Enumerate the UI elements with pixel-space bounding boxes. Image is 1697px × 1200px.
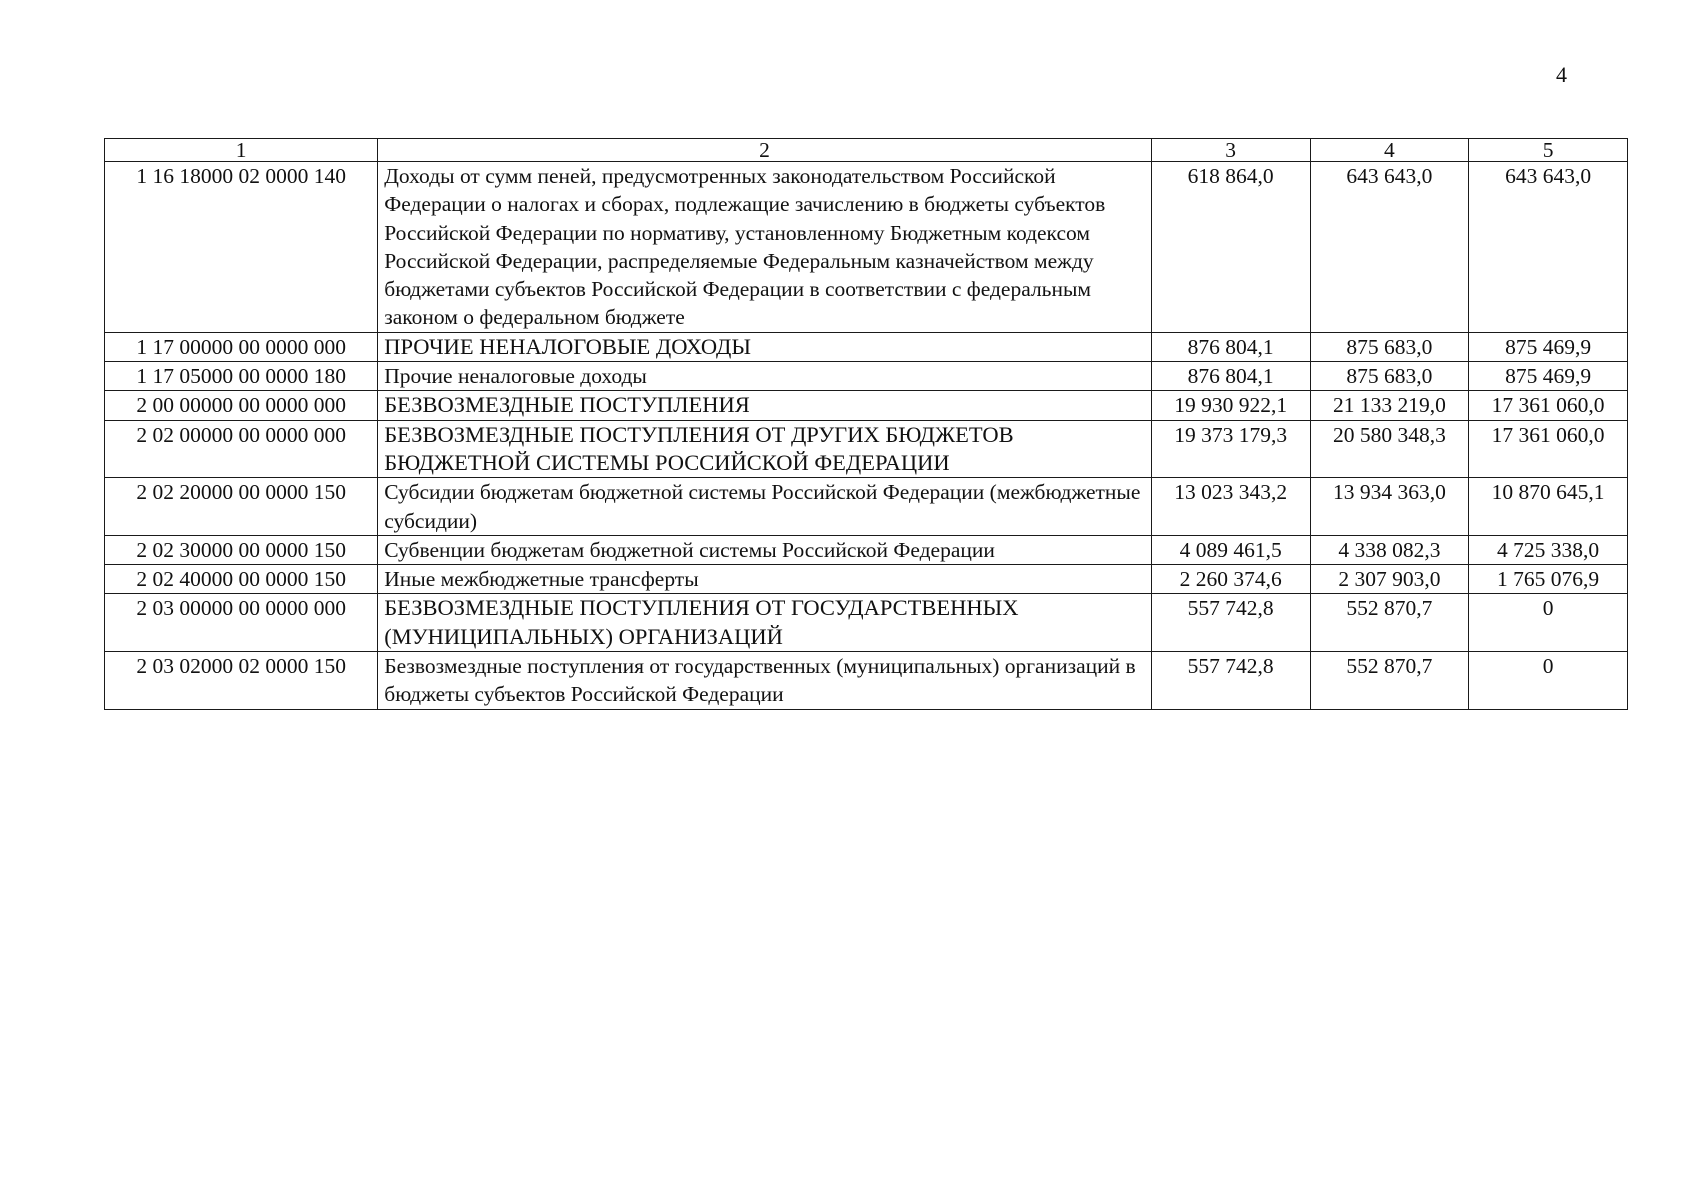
revenue-name: Доходы от сумм пеней, предусмотренных законодательством Российской Федерации о налогах и сборах, подлежащие зачислению в бюджеты субъектов Российской Федерации по нормативу, установленному Бюджетным кодексом Российской Федерации, распределяемые Федеральным казначейством между бюджетами субъектов Российской Федерации в соответствии с федеральным законом о федеральном бюджете xyxy=(378,162,1152,333)
amount-col3: 19 373 179,3 xyxy=(1151,420,1310,478)
table-row xyxy=(105,332,1628,361)
budget-code: 1 17 05000 00 0000 180 xyxy=(105,362,378,391)
budget-code: 1 17 00000 00 0000 000 xyxy=(105,332,378,361)
revenue-name: Субсидии бюджетам бюджетной системы Российской Федерации (межбюджетные субсидии) xyxy=(378,478,1152,536)
revenue-name: Безвозмездные поступления от государственных (муниципальных) организаций в бюджеты субъектов Российской Федерации xyxy=(378,652,1152,710)
column-number-2: 2 xyxy=(378,139,1152,162)
amount-col3: 557 742,8 xyxy=(1151,594,1310,652)
column-number-4: 4 xyxy=(1310,139,1469,162)
amount-col5: 17 361 060,0 xyxy=(1469,391,1628,420)
amount-col4: 875 683,0 xyxy=(1310,362,1469,391)
amount-col5: 10 870 645,1 xyxy=(1469,478,1628,536)
revenue-name: БЕЗВОЗМЕЗДНЫЕ ПОСТУПЛЕНИЯ xyxy=(378,391,1152,420)
revenue-name: Иные межбюджетные трансферты xyxy=(378,565,1152,594)
amount-col4: 4 338 082,3 xyxy=(1310,535,1469,564)
amount-col3: 19 930 922,1 xyxy=(1151,391,1310,420)
amount-col5: 1 765 076,9 xyxy=(1469,565,1628,594)
amount-col4: 875 683,0 xyxy=(1310,332,1469,361)
amount-col5: 4 725 338,0 xyxy=(1469,535,1628,564)
amount-col5: 643 643,0 xyxy=(1469,162,1628,333)
amount-col3: 876 804,1 xyxy=(1151,362,1310,391)
amount-col4: 20 580 348,3 xyxy=(1310,420,1469,478)
page-number: 4 xyxy=(1556,62,1567,87)
amount-col3: 4 089 461,5 xyxy=(1151,535,1310,564)
amount-col4: 13 934 363,0 xyxy=(1310,478,1469,536)
table-row xyxy=(105,420,1628,478)
budget-code: 2 02 20000 00 0000 150 xyxy=(105,478,378,536)
revenue-name: Субвенции бюджетам бюджетной системы Российской Федерации xyxy=(378,535,1152,564)
amount-col5: 875 469,9 xyxy=(1469,332,1628,361)
table-row xyxy=(105,162,1628,333)
amount-col3: 618 864,0 xyxy=(1151,162,1310,333)
column-number-1: 1 xyxy=(105,139,378,162)
amount-col5: 875 469,9 xyxy=(1469,362,1628,391)
amount-col4: 552 870,7 xyxy=(1310,594,1469,652)
revenue-name: БЕЗВОЗМЕЗДНЫЕ ПОСТУПЛЕНИЯ ОТ ГОСУДАРСТВЕННЫХ (МУНИЦИПАЛЬНЫХ) ОРГАНИЗАЦИЙ xyxy=(378,594,1152,652)
amount-col5: 0 xyxy=(1469,652,1628,710)
amount-col4: 552 870,7 xyxy=(1310,652,1469,710)
budget-code: 1 16 18000 02 0000 140 xyxy=(105,162,378,333)
amount-col3: 557 742,8 xyxy=(1151,652,1310,710)
budget-code: 2 02 30000 00 0000 150 xyxy=(105,535,378,564)
revenue-name: ПРОЧИЕ НЕНАЛОГОВЫЕ ДОХОДЫ xyxy=(378,332,1152,361)
column-number-3: 3 xyxy=(1151,139,1310,162)
amount-col5: 0 xyxy=(1469,594,1628,652)
budget-code: 2 02 40000 00 0000 150 xyxy=(105,565,378,594)
revenue-table xyxy=(104,138,1628,710)
table-row xyxy=(105,478,1628,536)
amount-col5: 17 361 060,0 xyxy=(1469,420,1628,478)
table-row xyxy=(105,391,1628,420)
column-number-5: 5 xyxy=(1469,139,1628,162)
budget-code: 2 03 02000 02 0000 150 xyxy=(105,652,378,710)
revenue-name: БЕЗВОЗМЕЗДНЫЕ ПОСТУПЛЕНИЯ ОТ ДРУГИХ БЮДЖЕТОВ БЮДЖЕТНОЙ СИСТЕМЫ РОССИЙСКОЙ ФЕДЕРАЦИИ xyxy=(378,420,1152,478)
amount-col3: 2 260 374,6 xyxy=(1151,565,1310,594)
table-row xyxy=(105,652,1628,710)
amount-col4: 21 133 219,0 xyxy=(1310,391,1469,420)
revenue-name: Прочие неналоговые доходы xyxy=(378,362,1152,391)
amount-col4: 643 643,0 xyxy=(1310,162,1469,333)
table-row xyxy=(105,594,1628,652)
amount-col3: 876 804,1 xyxy=(1151,332,1310,361)
amount-col3: 13 023 343,2 xyxy=(1151,478,1310,536)
table-row xyxy=(105,535,1628,564)
budget-code: 2 03 00000 00 0000 000 xyxy=(105,594,378,652)
table-row xyxy=(105,565,1628,594)
budget-code: 2 02 00000 00 0000 000 xyxy=(105,420,378,478)
amount-col4: 2 307 903,0 xyxy=(1310,565,1469,594)
column-number-row xyxy=(105,139,1628,162)
table-row xyxy=(105,362,1628,391)
budget-code: 2 00 00000 00 0000 000 xyxy=(105,391,378,420)
